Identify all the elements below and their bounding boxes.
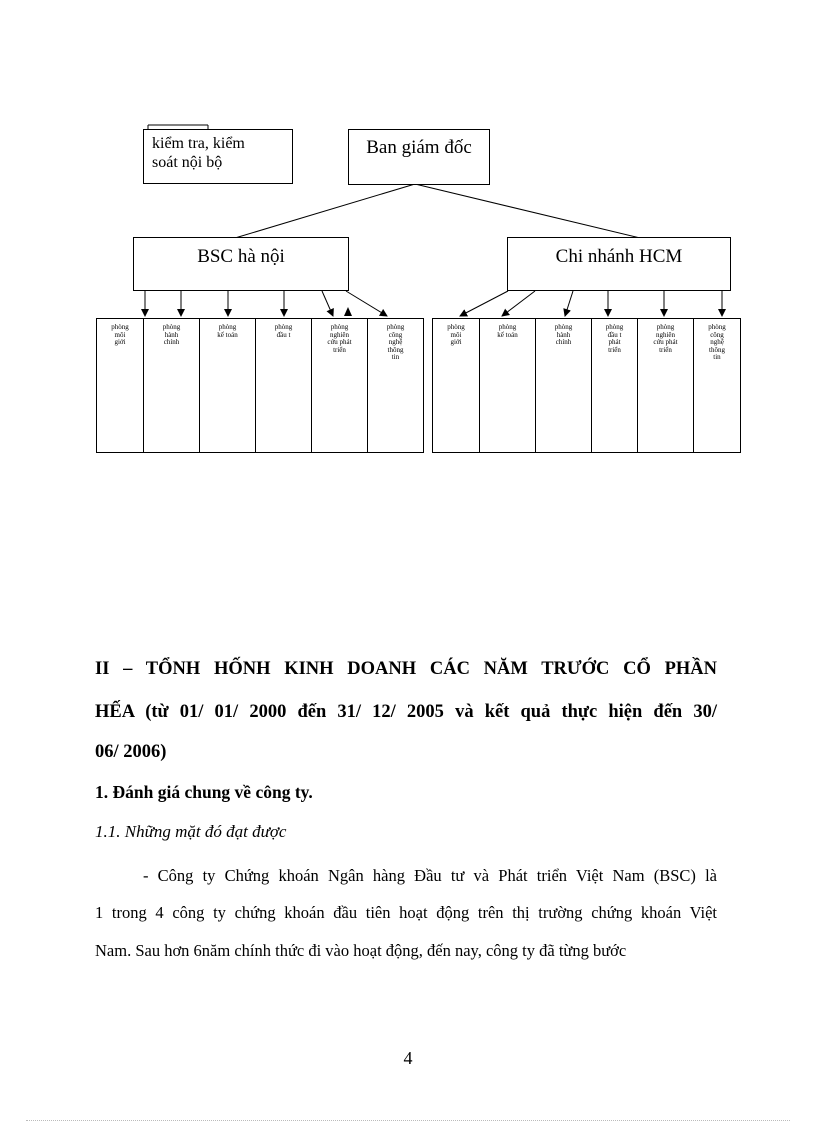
hanoi-dept-administration: phòng hành chính <box>143 318 200 453</box>
board-label: Ban giám đốc <box>366 137 472 158</box>
audit-box <box>143 129 293 184</box>
paragraph-line-1: - Công ty Chứng khoán Ngân hàng Đầu tư và Phát triển Việt Nam (BSC) là <box>143 866 717 885</box>
section-heading-line-2: HẾA (từ 01/ 01/ 2000 đến 31/ 12/ 2005 và kết quả thực hiện đến 30/ <box>95 702 717 722</box>
hcm-dept-accounting: phòng kế toán <box>479 318 536 453</box>
subsection-title: 1. Đánh giá chung về công ty. <box>95 782 313 802</box>
hcm-dept-investment: phòng đầu t phát triển <box>591 318 638 453</box>
audit-box-line-1: kiểm tra, kiểm <box>152 135 245 152</box>
hcm-branch-box <box>507 237 731 291</box>
paragraph-line-2: 1 trong 4 công ty chứng khoán đầu tiên hoạt động trên thị trường chứng khoán Việt <box>95 903 717 922</box>
hanoi-branch-label: BSC hà nội <box>197 246 285 267</box>
hanoi-dept-brokerage: phòng môi giới <box>96 318 144 453</box>
hanoi-dept-investment: phòng đầu t <box>255 318 312 453</box>
connector-board-hcm <box>415 184 640 238</box>
connector-board-hanoi <box>235 184 415 238</box>
section-heading-line-3: 06/ 2006) <box>95 742 167 762</box>
hcm-dept-it: phòng công nghệ thông tin <box>693 318 741 453</box>
hcm-branch-label: Chi nhánh HCM <box>555 246 683 267</box>
audit-box-line-2: soát nội bộ <box>152 154 223 171</box>
hanoi-dept-research: phòng nghiên cứu phát triển <box>311 318 368 453</box>
page-footer-divider <box>26 1120 790 1121</box>
hanoi-branch-box <box>133 237 349 291</box>
hcm-dept-research: phòng nghiên cứu phát triển <box>637 318 694 453</box>
board-box <box>348 129 490 185</box>
hcm-dept-brokerage: phòng môi giới <box>432 318 480 453</box>
hanoi-dept-accounting: phòng kế toán <box>199 318 256 453</box>
subsubsection-title: 1.1. Những mặt đó đạt được <box>95 822 287 841</box>
page-number: 4 <box>403 1048 413 1068</box>
paragraph-line-3: Nam. Sau hơn 6năm chính thức đi vào hoạt động, đến nay, công ty đã từng bước <box>95 941 627 960</box>
hanoi-dept-it: phòng công nghệ thông tin <box>367 318 424 453</box>
hcm-dept-administration: phòng hành chính <box>535 318 592 453</box>
section-heading-line-1: II – TỔNH HỐNH KINH DOANH CÁC NĂM TRƯỚC CỔ PHẦN <box>95 659 717 679</box>
